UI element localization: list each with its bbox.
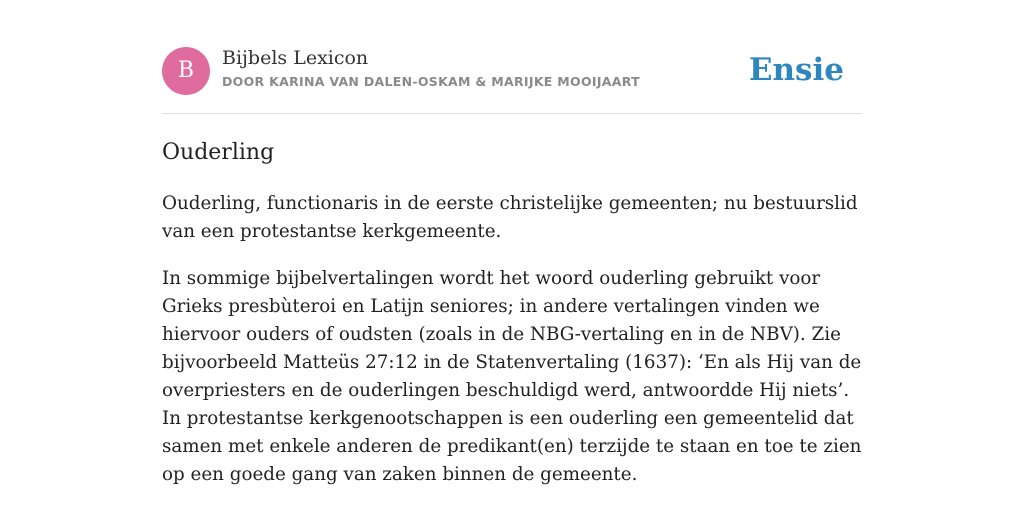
header-divider [162, 113, 862, 114]
article-body [162, 190, 862, 508]
page [162, 0, 862, 512]
article-paragraph: In sommige bijbelvertalingen wordt het woord ouderling gebruikt voor Grieks presbùteroi en Latijn seniores; in andere vertalingen vinden we hiervoor ouders of oudsten (zoals in de NBG-vertaling en in de NBV). Zie bijvoorbeeld Matteüs 27:12 in de Statenvertaling (1637): ‘En als Hij van de overpriesters en de ouderlingen beschuldigd werd, antwoordde Hij niets’. In protestantse kerkgenootschappen is een ouderling een gemeentelid dat samen met enkele anderen de predikant(en) terzijde te staan en toe te zien op een goede gang van zaken binnen de gemeente. [162, 268, 862, 485]
article-title: Ouderling [162, 140, 275, 165]
book-title-link[interactable]: Bijbels Lexicon [222, 47, 369, 69]
book-avatar[interactable]: B [162, 47, 210, 95]
article-paragraph: Ouderling, functionaris in de eerste christelijke gemeenten; nu bestuurslid van een protestantse kerkgemeente. [162, 193, 858, 242]
header [162, 46, 862, 96]
authors-byline: DOOR KARINA VAN DALEN-OSKAM & MARIJKE MOOIJAART [222, 74, 640, 89]
ensie-logo-link[interactable]: Ensie [748, 52, 844, 88]
